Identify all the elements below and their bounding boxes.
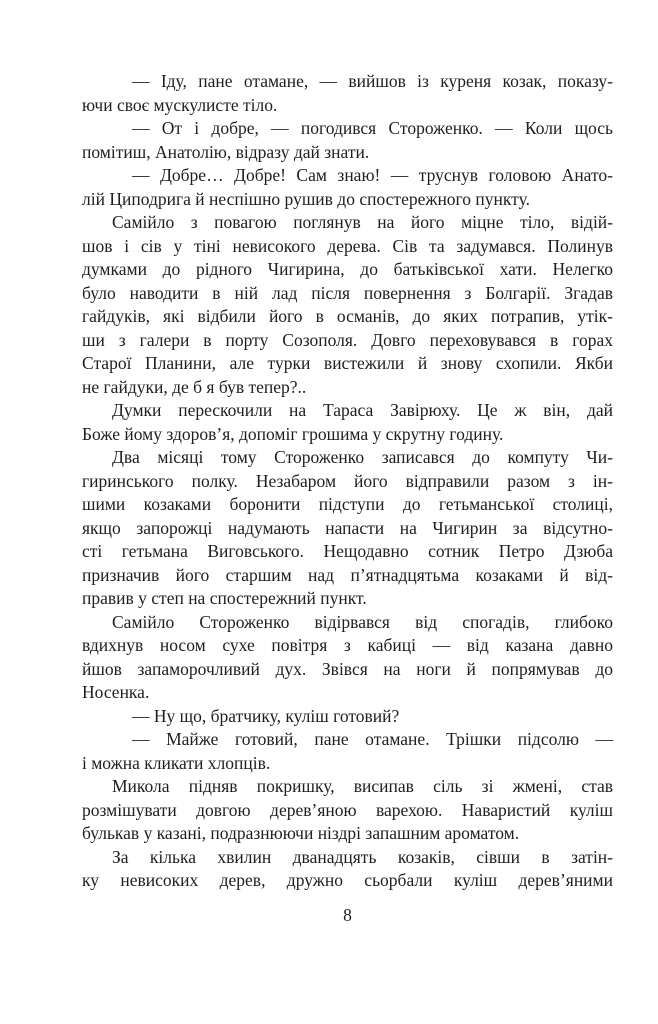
text-line: гайдуків, які відбили його в османів, до яких потрапив, утік- [82, 306, 613, 326]
text-line: булькав у казані, подразнюючи ніздрі запашним ароматом. [82, 823, 520, 843]
text-line: гиринського полку. Незабаром його відправили разом з ін- [82, 470, 613, 491]
text-line: і можна кликати хлопців. [82, 752, 271, 773]
text-line: Боже йому здоров’я, допоміг грошима у скрутну годину. [82, 423, 504, 444]
page-number: 8 [343, 905, 352, 925]
text-line: — Добре… Добре! Сам знаю! — труснув головою Анато- [132, 165, 613, 185]
text-line: шов і сів у тіні невисокого дерева. Сів та задумався. Полинув [82, 235, 613, 256]
text-line: Самійло з повагою поглянув на його міцне тіло, відій- [112, 212, 613, 232]
paragraph [82, 70, 613, 117]
paragraph [82, 399, 613, 446]
text-line: — Майже готовий, пане отамане. Трішки підсолю — [132, 729, 613, 749]
text-line: Самійло Стороженко відірвався від спогадів, глибоко [112, 611, 613, 632]
text-line: йшов запаморочливий дух. Звівся на ноги й попрямував до [82, 658, 613, 679]
text-line: думками до рідного Чигирина, до батьківської хати. Нелегко [82, 259, 613, 279]
text-line: — Іду, пане отамане, — вийшов із куреня козак, показу- [132, 71, 613, 91]
paragraph [82, 728, 613, 775]
text-line: — От і добре, — погодився Стороженко. — Коли щось [132, 118, 613, 138]
paragraph [82, 117, 613, 164]
text-line: За кілька хвилин дванадцять козаків, сівши в затін- [112, 846, 613, 867]
text-line: не гайдуки, де б я був тепер?.. [82, 376, 307, 397]
paragraph [82, 611, 613, 705]
text-line: шими козаками боронити підступи до гетьманської столиці, [82, 494, 613, 514]
text-line: Микола підняв покришку, висипав сіль зі жмені, став [112, 776, 613, 796]
text-line: Два місяці тому Стороженко записався до компуту Чи- [112, 447, 613, 467]
text-line: ши з галери в порту Созополя. Довго переховувався в горах [82, 329, 613, 350]
text-line: якщо запорожці надумають напасти на Чигирин за відсутно- [82, 517, 613, 538]
paragraph [82, 446, 613, 611]
paragraph [82, 705, 613, 729]
text-line: помітиш, Анатолію, відразу дай знати. [82, 141, 370, 162]
text-line: призначив його старшим над п’ятнадцятьма козаками й від- [82, 564, 613, 585]
paragraph [82, 211, 613, 399]
text-line: було наводити в ній лад після повернення з Болгарії. Згадав [82, 282, 613, 303]
text-line: лій Циподрига й неспішно рушив до спостережного пункту. [82, 188, 530, 209]
paragraph [82, 846, 613, 893]
text-line: сті гетьмана Виговського. Нещодавно сотник Петро Дзюба [82, 541, 613, 561]
text-line: ючи своє мускулисте тіло. [82, 94, 278, 115]
text-line: розмішувати довгою дерев’яною варехою. Наваристий куліш [82, 799, 613, 820]
text-line: вдихнув носом сухе повітря з кабиці — від казана давно [82, 635, 613, 655]
paragraph [82, 164, 613, 211]
page-text [82, 70, 613, 893]
text-line: ку невисоких дерев, дружно сьорбали куліш дерев’яними [82, 870, 613, 890]
text-line: — Ну що, братчику, куліш готовий? [132, 705, 400, 726]
text-line: правив у степ на спостережний пункт. [82, 588, 367, 608]
text-line: Думки перескочили на Тараса Завірюху. Це ж він, дай [112, 400, 613, 420]
text-line: Старої Планини, але турки вистежили й знову схопили. Якби [82, 353, 613, 373]
paragraph [82, 775, 613, 846]
text-line: Носенка. [82, 682, 150, 702]
